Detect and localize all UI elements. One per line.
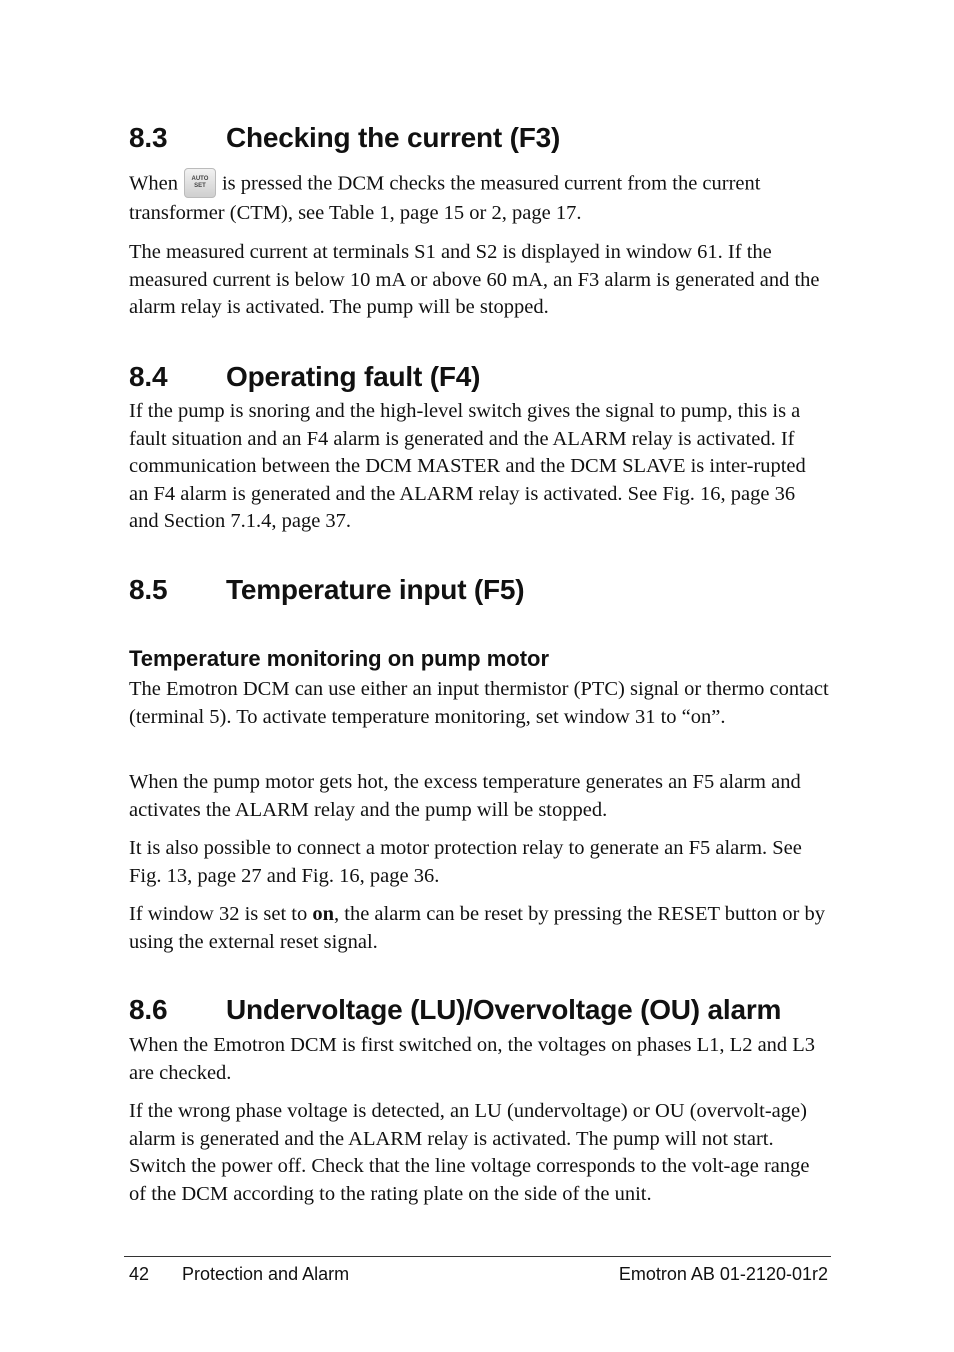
paragraph: When the Emotron DCM is first switched on, the voltages on phases L1, L2 and L3 are checked. <box>129 1034 816 1084</box>
section-number: 8.6 <box>129 994 168 1025</box>
section-heading-8-4 <box>129 361 480 393</box>
paragraph: If the pump is snoring and the high-level switch gives the signal to pump, this is a fault situation and an F4 alarm is generated and the ALARM relay is activated. If communication between the DCM MASTER and the DCM SLAVE is inter-rupted an F4 alarm is generated and the ALARM relay is activated. See Fig. 16, page 36 and Section 7.1.4, page 37. <box>129 400 806 532</box>
paragraph: The Emotron DCM can use either an input thermistor (PTC) signal or thermo contact (terminal 5). To activate temperature monitoring, set window 31 to “on”. <box>129 678 829 728</box>
section-title: Operating fault (F4) <box>226 361 481 392</box>
paragraph: It is also possible to connect a motor protection relay to generate an F5 alarm. See Fig. 13, page 27 and Fig. 16, page 36. <box>129 837 802 887</box>
paragraph: If window 32 is set to on, the alarm can be reset by pressing the RESET button or by using the external reset signal. <box>129 903 825 953</box>
paragraph: When AUTO SET is pressed the DCM checks the measured current from the current transformer (CTM), see Table 1, page 15 or 2, page 17. <box>129 170 829 228</box>
footer-chapter: Protection and Alarm <box>182 1264 350 1284</box>
paragraph: The measured current at terminals S1 and S2 is displayed in window 61. If the measured current is below 10 mA or above 60 mA, an F3 alarm is generated and the alarm relay is activated. The pump will be stopped. <box>129 241 820 318</box>
paragraph: If the wrong phase voltage is detected, an LU (undervoltage) or OU (overvolt-age) alarm is generated and the ALARM relay is activated. The pump will not start. Switch the power off. Check that the line voltage corresponds to the volt-age range of the DCM according to the rating plate on the side of the unit. <box>129 1100 810 1205</box>
section-title: Undervoltage (LU)/Overvoltage (OU) alarm <box>226 994 782 1025</box>
section-number: 8.5 <box>129 574 168 605</box>
section-number: 8.4 <box>129 361 168 392</box>
footer-doc-id: Emotron AB 01-2120-01r2 <box>618 1264 828 1284</box>
footer-page-number: 42 <box>129 1264 150 1284</box>
section-title: Temperature input (F5) <box>226 574 525 605</box>
paragraph: When the pump motor gets hot, the excess temperature generates an F5 alarm and activates the ALARM relay and the pump will be stopped. <box>129 771 801 821</box>
section-heading-8-3 <box>129 122 560 154</box>
section-heading-8-5 <box>129 574 524 606</box>
section-heading-8-6 <box>129 994 781 1026</box>
auto-set-button-icon: AUTO SET <box>184 168 216 198</box>
section-number: 8.3 <box>129 122 168 153</box>
section-title: Checking the current (F3) <box>226 122 561 153</box>
subsection-heading: Temperature monitoring on pump motor <box>129 646 550 671</box>
footer-divider <box>124 1256 831 1257</box>
